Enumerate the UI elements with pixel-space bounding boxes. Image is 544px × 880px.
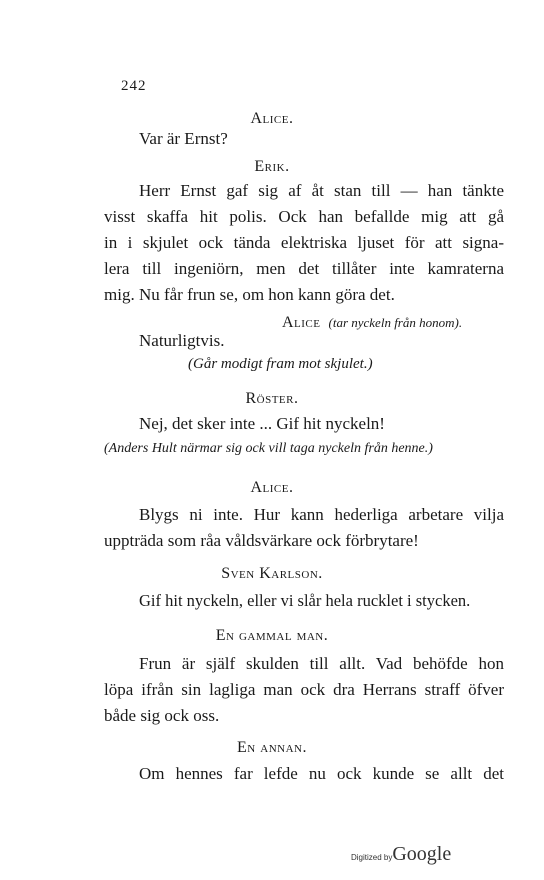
dialogue-line: in i skjulet ock tända elektriska ljuset för att signa- [104, 233, 504, 252]
stage-direction: (tar nyckeln från honom). [328, 315, 463, 330]
speaker-name: Alice. [250, 479, 294, 496]
watermark-small-text: Digitized by [351, 853, 393, 862]
speaker-name: Alice [282, 314, 321, 331]
dialogue-line: Blygs ni inte. Hur kann hederliga arbetare vilja [139, 505, 504, 524]
dialogue-line: Nej, det sker inte ... Gif hit nyckeln! [139, 414, 385, 433]
speaker-name: Sven Karlson. [221, 565, 323, 582]
dialogue-line: Frun är själf skulden till allt. Vad behöfde hon [139, 654, 504, 673]
dialogue-line: lera till ingeniörn, men det tillåter inte kamraterna [104, 259, 504, 278]
page-number: 242 [121, 78, 147, 94]
speaker-name: En gammal man. [215, 627, 329, 644]
dialogue-line: Herr Ernst gaf sig af åt stan till — han tänkte [139, 181, 504, 200]
dialogue-line: Var är Ernst? [139, 129, 228, 148]
google-logo: Google [392, 843, 452, 865]
dialogue-line: Om hennes far lefde nu ock kunde se allt det [139, 764, 504, 783]
digitized-watermark [351, 843, 451, 866]
stage-direction: (Anders Hult närmar sig ock vill taga nyckeln från henne.) [104, 441, 433, 456]
speaker-name: Erik. [254, 158, 290, 175]
dialogue-line: uppträda som råa våldsvärkare ock förbrytare! [104, 531, 419, 550]
dialogue-line: både sig ock oss. [104, 706, 220, 725]
stage-direction: (Går modigt fram mot skjulet.) [188, 356, 373, 372]
dialogue-line: löpa ifrån sin lagliga man ock dra Herrans straff öfver [104, 680, 504, 699]
dialogue-line: mig. Nu får frun se, om hon kann göra det. [104, 285, 395, 304]
speaker-name: Röster. [245, 390, 299, 407]
dialogue-line: Naturligtvis. [139, 331, 225, 350]
dialogue-line: Gif hit nyckeln, eller vi slår hela rucklet i stycken. [139, 591, 471, 610]
dialogue-line: visst skaffa hit polis. Ock han befallde mig att gå [104, 207, 504, 226]
speaker-name: Alice. [250, 110, 294, 127]
speaker-name: En annan. [237, 739, 307, 756]
speaker-heading [282, 314, 462, 332]
